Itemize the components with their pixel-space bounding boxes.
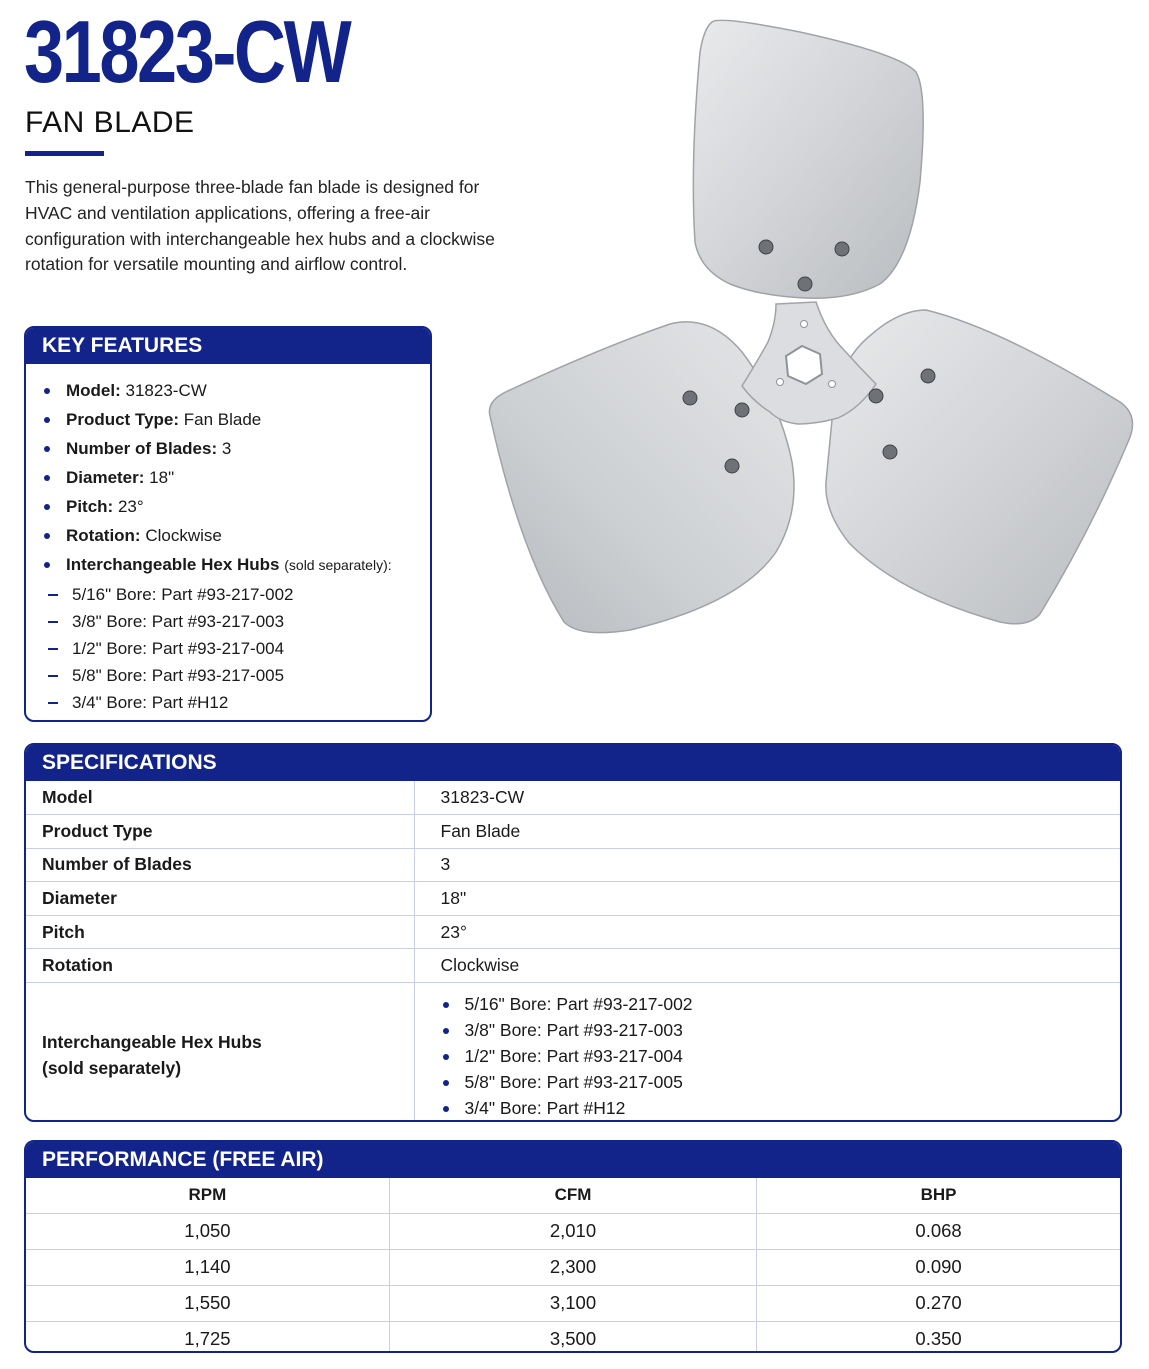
table-row (26, 983, 1120, 1122)
list-item: 5/16" Bore: Part #93-217-002 (441, 991, 1121, 1017)
list-item: Product Type: Fan Blade (44, 405, 430, 434)
column-header-rpm: RPM (26, 1178, 389, 1213)
table-row: 1,550 3,100 0.270 (26, 1285, 1120, 1321)
list-item: Diameter: 18" (44, 463, 430, 492)
list-item: 3/8" Bore: Part #93-217-003 (48, 608, 430, 635)
hubs-key-line2: (sold separately) (42, 1057, 182, 1078)
table-header-row (26, 1178, 1120, 1213)
list-item: Rotation: Clockwise (44, 521, 430, 550)
list-item: Number of Blades: 3 (44, 434, 430, 463)
fan-blade-right (826, 310, 1133, 624)
key-features-list (26, 364, 430, 579)
hubs-key-line1: Interchangeable Hex Hubs (42, 1031, 262, 1052)
key-features-heading: KEY FEATURES (26, 328, 430, 364)
table-row: Product Type Fan Blade (26, 815, 1120, 849)
table-row: Model 31823-CW (26, 781, 1120, 815)
list-item: Model: 31823-CW (44, 376, 430, 405)
list-item: 1/2" Bore: Part #93-217-004 (441, 1043, 1121, 1069)
list-item: 3/8" Bore: Part #93-217-003 (441, 1017, 1121, 1043)
list-item: Interchangeable Hex Hubs (sold separately): (44, 550, 430, 579)
list-item: 1/2" Bore: Part #93-217-004 (48, 635, 430, 662)
list-item: 5/8" Bore: Part #93-217-005 (48, 662, 430, 689)
hex-hub-list (441, 983, 1121, 1122)
performance-panel (24, 1140, 1122, 1353)
specifications-panel (24, 743, 1122, 1122)
product-title: 31823-CW (24, 2, 350, 101)
table-row: Pitch 23° (26, 915, 1120, 949)
table-row: Diameter 18" (26, 882, 1120, 916)
list-item: 5/16" Bore: Part #93-217-002 (48, 581, 430, 608)
fan-blade-top (693, 20, 923, 298)
fan-blade-left (489, 322, 794, 633)
table-row: 1,725 3,500 0.350 (26, 1321, 1120, 1353)
performance-table (26, 1178, 1120, 1353)
table-row: 1,140 2,300 0.090 (26, 1249, 1120, 1285)
product-description: This general-purpose three-blade fan blade is designed for HVAC and ventilation applications, offering a free-air configuration with interchangeable hex hubs and a clockwise rotation for versatile mounting and airflow control. (25, 177, 495, 275)
list-item: 5/8" Bore: Part #93-217-005 (441, 1069, 1121, 1095)
column-header-cfm: CFM (389, 1178, 756, 1213)
specifications-table (26, 781, 1120, 1122)
product-subtitle: FAN BLADE (25, 106, 195, 139)
table-row: Rotation Clockwise (26, 949, 1120, 983)
title-underline (25, 151, 104, 156)
hex-hub-sublist (26, 579, 430, 716)
hex-bore (786, 346, 822, 384)
key-features-panel (24, 326, 432, 722)
table-row: 1,050 2,010 0.068 (26, 1213, 1120, 1249)
performance-heading: PERFORMANCE (FREE AIR) (26, 1142, 1120, 1178)
table-row: Number of Blades 3 (26, 848, 1120, 882)
three-blade-fan-image (480, 12, 1145, 642)
list-item: 3/4" Bore: Part #H12 (441, 1095, 1121, 1121)
column-header-bhp: BHP (757, 1178, 1120, 1213)
specifications-heading: SPECIFICATIONS (26, 745, 1120, 781)
list-item: 3/4" Bore: Part #H12 (48, 689, 430, 716)
list-item: Pitch: 23° (44, 492, 430, 521)
